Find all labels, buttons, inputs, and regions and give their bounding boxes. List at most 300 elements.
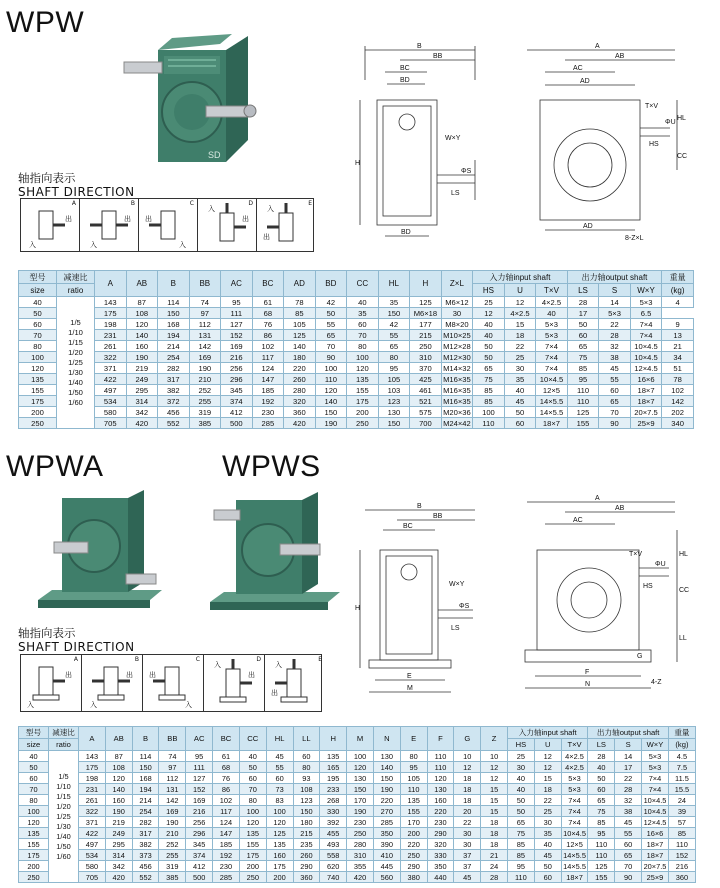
header-shaft-dim: LS bbox=[567, 284, 599, 297]
table-cell: 85 bbox=[567, 363, 599, 374]
table-cell: 412 bbox=[186, 861, 213, 872]
table-cell: 5×3 bbox=[536, 330, 568, 341]
table-cell: 214 bbox=[158, 341, 190, 352]
table-cell: 86 bbox=[252, 330, 284, 341]
table-cell: 17 bbox=[615, 762, 642, 773]
table-cell: 200 bbox=[239, 861, 266, 872]
svg-text:入: 入 bbox=[185, 702, 192, 709]
table-cell: 76 bbox=[213, 773, 240, 784]
table-cell: 4.5 bbox=[668, 751, 695, 762]
table-cell: 10×4.5 bbox=[563, 828, 586, 838]
table-cell: 168 bbox=[132, 773, 159, 784]
table-cell: 15 bbox=[481, 806, 508, 817]
header-ratio-en: ratio bbox=[49, 739, 79, 751]
table-cell: 296 bbox=[186, 828, 213, 839]
cell-size: 60 bbox=[19, 773, 49, 784]
svg-text:F: F bbox=[585, 669, 590, 676]
header-dim: CC bbox=[347, 271, 379, 297]
table-cell: 330 bbox=[427, 850, 454, 861]
table-cell: 210 bbox=[189, 374, 221, 385]
table-cell: 18×7 bbox=[630, 385, 662, 396]
table-cell: 125 bbox=[567, 407, 599, 418]
table-cell: 200 bbox=[266, 872, 293, 883]
table-cell: 14×5.5 bbox=[536, 396, 568, 407]
svg-text:AC: AC bbox=[573, 517, 583, 524]
table-cell: 28 bbox=[599, 330, 631, 341]
table-cell: 296 bbox=[221, 374, 253, 385]
table-cell: 85 bbox=[473, 396, 505, 407]
table-cell: 135 bbox=[239, 828, 266, 839]
cell-size: 200 bbox=[19, 861, 49, 872]
table-cell: 440 bbox=[427, 872, 454, 883]
table-cell: 110 bbox=[315, 374, 347, 385]
table-cell: 216 bbox=[221, 352, 253, 363]
table-cell: 168 bbox=[158, 319, 190, 330]
table-cell: 7×4 bbox=[561, 795, 588, 806]
svg-text:入: 入 bbox=[275, 662, 282, 669]
table-cell: 12 bbox=[534, 762, 561, 773]
table-cell: 371 bbox=[79, 817, 106, 828]
table-cell: 143 bbox=[95, 297, 127, 308]
wpwa-wpws-spec-table bbox=[18, 726, 696, 883]
table-cell: 140 bbox=[126, 330, 158, 341]
table-cell: 95 bbox=[567, 374, 599, 385]
table-cell: 7×4 bbox=[536, 341, 568, 352]
table-cell: 155 bbox=[567, 418, 599, 429]
table-cell: 261 bbox=[79, 795, 106, 806]
table-cell: 124 bbox=[213, 817, 240, 828]
table-row bbox=[19, 861, 696, 872]
ratio-value: 1/40 bbox=[56, 831, 71, 841]
table-cell: 110 bbox=[400, 784, 427, 795]
table-cell: 214 bbox=[132, 795, 159, 806]
table-cell: 280 bbox=[347, 839, 374, 850]
header-weight: 重量 bbox=[668, 727, 695, 739]
table-cell: 456 bbox=[132, 861, 159, 872]
table-row bbox=[19, 784, 696, 795]
model-title-wpwa: WPWA bbox=[6, 450, 104, 483]
table-cell: 42 bbox=[315, 297, 347, 308]
table-cell: 190 bbox=[126, 352, 158, 363]
table-cell: 50 bbox=[508, 795, 535, 806]
table-cell: 169 bbox=[159, 806, 186, 817]
table-cell: 230 bbox=[347, 817, 374, 828]
svg-text:ΦU: ΦU bbox=[655, 561, 666, 568]
table-cell: 374 bbox=[221, 396, 253, 407]
table-cell: 290 bbox=[427, 828, 454, 839]
table-cell: 7×4 bbox=[630, 330, 662, 341]
table-row bbox=[19, 407, 694, 418]
wpw-side-drawing bbox=[355, 40, 490, 250]
table-cell: 38 bbox=[599, 352, 631, 363]
header-dim: AD bbox=[284, 271, 316, 297]
table-cell: 55 bbox=[615, 828, 642, 839]
table-cell: 219 bbox=[126, 363, 158, 374]
table-cell: 125 bbox=[284, 330, 316, 341]
table-cell: 39 bbox=[668, 806, 695, 817]
table-cell: 120 bbox=[347, 363, 379, 374]
table-cell: 374 bbox=[186, 850, 213, 861]
header-model: 型号 bbox=[19, 271, 57, 284]
table-cell: 200 bbox=[347, 407, 379, 418]
table-cell: 18 bbox=[504, 330, 536, 341]
table-cell: 4×2.5 bbox=[536, 297, 568, 308]
table-cell: 155 bbox=[400, 806, 427, 817]
table-cell: 268 bbox=[320, 795, 347, 806]
header-dim: BB bbox=[159, 727, 186, 751]
header-dim: HL bbox=[378, 271, 410, 297]
table-cell: M24×42 bbox=[443, 418, 471, 428]
table-cell: 220 bbox=[373, 795, 400, 806]
table-cell: 97 bbox=[189, 308, 221, 319]
table-cell: 7×4 bbox=[630, 319, 662, 330]
table-cell: M6×18 bbox=[410, 308, 442, 319]
table-cell: 85 bbox=[668, 828, 695, 839]
table-cell: 18 bbox=[481, 817, 508, 828]
table-cell: M14×32 bbox=[443, 363, 471, 373]
table-cell: 382 bbox=[132, 839, 159, 850]
svg-text:AD: AD bbox=[583, 223, 593, 230]
table-cell: 110 bbox=[508, 872, 535, 883]
table-cell: 249 bbox=[105, 828, 132, 839]
table-row bbox=[19, 751, 696, 762]
table-cell: 317 bbox=[158, 374, 190, 385]
table-cell: 60 bbox=[266, 773, 293, 784]
table-cell: 456 bbox=[158, 407, 190, 418]
table-cell: 78 bbox=[662, 374, 694, 385]
table-cell: 55 bbox=[266, 762, 293, 773]
table-cell: 30 bbox=[534, 817, 561, 828]
table-row bbox=[19, 352, 694, 363]
table-cell: 250 bbox=[347, 828, 374, 839]
table-cell: 155 bbox=[588, 872, 615, 883]
table-cell: 111 bbox=[221, 308, 253, 319]
table-cell: 60 bbox=[293, 751, 320, 762]
table-cell: 65 bbox=[315, 330, 347, 341]
header-dim: F bbox=[427, 727, 454, 751]
header-ratio: 减速比 bbox=[49, 727, 79, 739]
table-cell: 155 bbox=[239, 839, 266, 850]
table-cell: 370 bbox=[410, 363, 442, 374]
table-cell: 285 bbox=[213, 872, 240, 883]
table-cell: 150 bbox=[315, 407, 347, 418]
svg-text:BC: BC bbox=[400, 65, 410, 72]
svg-text:HS: HS bbox=[649, 141, 659, 148]
table-cell: 558 bbox=[320, 850, 347, 861]
table-cell: 190 bbox=[159, 817, 186, 828]
table-cell: 45 bbox=[599, 363, 631, 374]
table-cell: 497 bbox=[79, 839, 106, 850]
table-cell: 180 bbox=[284, 352, 316, 363]
table-cell: 25×9 bbox=[630, 418, 662, 429]
table-cell: 317 bbox=[132, 828, 159, 839]
table-cell: 10×4.5 bbox=[643, 806, 667, 816]
cell-size: 100 bbox=[19, 806, 49, 817]
header-dim: AC bbox=[221, 271, 253, 297]
table-cell: 380 bbox=[400, 872, 427, 883]
cell-size: 70 bbox=[19, 330, 57, 341]
table-cell: 5×3 bbox=[561, 773, 588, 784]
header-dim: AB bbox=[105, 727, 132, 751]
cell-size: 100 bbox=[19, 352, 57, 363]
table-cell: M16×35 bbox=[443, 385, 471, 395]
table-cell: 254 bbox=[158, 352, 190, 363]
table-cell: 95 bbox=[378, 363, 410, 374]
table-cell: 127 bbox=[186, 773, 213, 784]
table-cell: 310 bbox=[410, 352, 442, 363]
table-cell: 150 bbox=[132, 762, 159, 773]
svg-text:H: H bbox=[355, 605, 361, 612]
table-cell: 100 bbox=[347, 751, 374, 762]
table-cell: 461 bbox=[410, 385, 442, 396]
table-row bbox=[19, 817, 696, 828]
table-cell: 150 bbox=[378, 418, 410, 429]
table-cell: 190 bbox=[347, 806, 374, 817]
table-cell: 295 bbox=[126, 385, 158, 396]
cell-size: 155 bbox=[19, 839, 49, 850]
table-cell: 135 bbox=[266, 839, 293, 850]
table-cell: 45 bbox=[615, 817, 642, 828]
cell-size: 40 bbox=[19, 751, 49, 762]
table-cell: 105 bbox=[400, 773, 427, 784]
table-cell: 112 bbox=[159, 773, 186, 784]
model-title-wpw: WPW bbox=[6, 6, 85, 39]
table-cell: 42 bbox=[378, 319, 410, 330]
table-cell: 110 bbox=[567, 385, 599, 396]
cell-size: 120 bbox=[19, 817, 49, 828]
svg-text:B: B bbox=[417, 503, 422, 510]
table-cell: 87 bbox=[126, 297, 158, 308]
table-cell: 249 bbox=[126, 374, 158, 385]
table-cell: 190 bbox=[315, 418, 347, 429]
table-cell: 131 bbox=[159, 784, 186, 795]
shaft-direction-title-en: SHAFT DIRECTION bbox=[18, 185, 135, 199]
table-row bbox=[19, 850, 696, 861]
table-cell: 14×5.5 bbox=[563, 850, 586, 860]
svg-text:出: 出 bbox=[263, 234, 270, 241]
svg-text:AC: AC bbox=[573, 65, 583, 72]
svg-text:BD: BD bbox=[400, 77, 410, 84]
svg-text:M: M bbox=[407, 685, 413, 692]
table-cell: 235 bbox=[293, 839, 320, 850]
table-cell: 16×6 bbox=[642, 828, 669, 839]
table-cell: 250 bbox=[410, 341, 442, 352]
header-dim: BD bbox=[315, 271, 347, 297]
table-cell: 140 bbox=[284, 341, 316, 352]
table-cell: 219 bbox=[105, 817, 132, 828]
table-cell: 169 bbox=[186, 795, 213, 806]
shaft-direction-a: A 出 入 bbox=[21, 199, 80, 251]
table-cell: 40 bbox=[534, 839, 561, 850]
table-cell: 175 bbox=[239, 850, 266, 861]
table-cell: 80 bbox=[378, 352, 410, 363]
table-cell: 12 bbox=[481, 773, 508, 784]
header-dim: HL bbox=[266, 727, 293, 751]
table-cell: 150 bbox=[347, 784, 374, 795]
table-cell: 25 bbox=[504, 352, 536, 363]
table-cell: 123 bbox=[378, 396, 410, 407]
table-cell: 100 bbox=[347, 352, 379, 363]
table-cell: 22 bbox=[599, 319, 631, 330]
shaft-direction-b-2: B 出 入 bbox=[82, 655, 143, 711]
table-cell: 40 bbox=[473, 319, 505, 330]
table-cell: 28 bbox=[481, 872, 508, 883]
wpw-front-drawing bbox=[505, 40, 695, 250]
table-cell: 15 bbox=[534, 773, 561, 784]
table-cell: 120 bbox=[126, 319, 158, 330]
cell-size: 70 bbox=[19, 784, 49, 795]
table-cell: 65 bbox=[473, 363, 505, 374]
svg-text:SD: SD bbox=[208, 150, 221, 160]
table-cell: 320 bbox=[284, 396, 316, 407]
table-cell: 120 bbox=[427, 773, 454, 784]
table-cell: 190 bbox=[189, 363, 221, 374]
table-cell: 14×5.5 bbox=[536, 407, 568, 418]
table-cell: 314 bbox=[126, 396, 158, 407]
table-cell: 50 bbox=[315, 308, 347, 319]
table-cell: 493 bbox=[320, 839, 347, 850]
header-dim: B bbox=[132, 727, 159, 751]
table-cell: 140 bbox=[315, 396, 347, 407]
table-cell: 412 bbox=[221, 407, 253, 418]
table-cell: 12 bbox=[504, 297, 536, 308]
table-cell: 5×3 bbox=[536, 319, 568, 330]
table-cell: 5×3 bbox=[630, 297, 662, 308]
table-cell: 22 bbox=[534, 795, 561, 806]
wpw-spec-table bbox=[18, 270, 694, 429]
svg-text:AD: AD bbox=[580, 78, 590, 85]
table-cell: 342 bbox=[126, 407, 158, 418]
table-cell: 24 bbox=[668, 795, 695, 806]
table-cell: 150 bbox=[378, 308, 410, 319]
svg-text:H: H bbox=[355, 160, 361, 167]
table-cell: 34 bbox=[662, 352, 694, 363]
table-cell: 35 bbox=[347, 308, 379, 319]
table-cell: 5×3 bbox=[642, 762, 669, 773]
svg-text:E: E bbox=[407, 673, 412, 680]
table-cell: 220 bbox=[284, 363, 316, 374]
header-shaft-dim: W×Y bbox=[642, 739, 669, 751]
svg-text:AB: AB bbox=[615, 53, 625, 60]
table-cell: 142 bbox=[189, 341, 221, 352]
table-cell: 85 bbox=[284, 308, 316, 319]
table-cell: 220 bbox=[427, 806, 454, 817]
table-cell: 425 bbox=[410, 374, 442, 385]
shaft-direction-e: E 入 出 bbox=[263, 200, 312, 241]
table-cell: 102 bbox=[213, 795, 240, 806]
svg-text:A: A bbox=[595, 43, 600, 50]
table-cell: 320 bbox=[427, 839, 454, 850]
table-cell: 256 bbox=[186, 817, 213, 828]
table-cell: 40 bbox=[347, 297, 379, 308]
table-cell: 10×4.5 bbox=[630, 341, 662, 352]
table-cell: 422 bbox=[79, 828, 106, 839]
table-cell: 18 bbox=[454, 784, 481, 795]
table-row bbox=[19, 872, 696, 883]
table-cell: 60 bbox=[588, 784, 615, 795]
table-cell: 45 bbox=[534, 850, 561, 861]
table-cell: 83 bbox=[266, 795, 293, 806]
table-cell: 105 bbox=[284, 319, 316, 330]
shaft-direction-title-cn: 轴指向表示 bbox=[18, 171, 76, 185]
table-cell: 355 bbox=[347, 861, 374, 872]
table-cell: 160 bbox=[126, 341, 158, 352]
table-cell: 4 bbox=[662, 297, 694, 308]
table-cell: 32 bbox=[599, 341, 631, 352]
table-cell: 7×4 bbox=[561, 817, 588, 828]
table-cell: 60 bbox=[567, 330, 599, 341]
table-cell: 345 bbox=[221, 385, 253, 396]
table-cell: 123 bbox=[293, 795, 320, 806]
table-cell: 70 bbox=[239, 784, 266, 795]
table-cell: 70 bbox=[347, 330, 379, 341]
table-cell: 61 bbox=[252, 297, 284, 308]
table-cell: 340 bbox=[662, 418, 694, 429]
table-cell: 155 bbox=[347, 385, 379, 396]
table-cell: 110 bbox=[588, 850, 615, 861]
table-cell: 345 bbox=[186, 839, 213, 850]
table-cell: 20×7.5 bbox=[630, 407, 662, 418]
ratio-value: 1/10 bbox=[56, 781, 71, 791]
table-cell: 50 bbox=[473, 341, 505, 352]
table-cell: 50 bbox=[239, 762, 266, 773]
table-cell: 4×2.5 bbox=[561, 762, 588, 773]
table-cell: 314 bbox=[105, 850, 132, 861]
table-cell: 250 bbox=[400, 850, 427, 861]
table-cell: 233 bbox=[320, 784, 347, 795]
svg-text:入: 入 bbox=[214, 662, 221, 669]
svg-text:8-Z×L: 8-Z×L bbox=[625, 235, 644, 242]
table-cell: 250 bbox=[347, 418, 379, 429]
table-cell: 22 bbox=[454, 817, 481, 828]
svg-text:CC: CC bbox=[677, 153, 688, 160]
table-cell: M8×20 bbox=[441, 319, 473, 330]
table-cell: 95 bbox=[221, 297, 253, 308]
cell-size: 250 bbox=[19, 872, 49, 883]
table-cell: 420 bbox=[105, 872, 132, 883]
cell-size: 120 bbox=[19, 363, 57, 374]
shaft-direction-diagrams-wpw bbox=[20, 198, 314, 252]
table-cell: 255 bbox=[159, 850, 186, 861]
table-cell: 28 bbox=[567, 297, 599, 308]
ratio-value: 1/20 bbox=[56, 801, 71, 811]
header-input-shaft: 入力轴input shaft bbox=[508, 727, 588, 739]
header-ratio-en: ratio bbox=[57, 284, 95, 297]
table-cell: 360 bbox=[284, 407, 316, 418]
table-cell: 50 bbox=[534, 861, 561, 872]
table-cell: 20×7.5 bbox=[643, 861, 667, 871]
table-cell: 169 bbox=[189, 352, 221, 363]
table-cell: 220 bbox=[400, 839, 427, 850]
table-cell: 30 bbox=[454, 839, 481, 850]
table-cell: 21 bbox=[662, 341, 694, 352]
table-cell: M16×35 bbox=[443, 374, 471, 384]
table-cell: 75 bbox=[588, 806, 615, 817]
table-cell: 25 bbox=[534, 806, 561, 817]
table-cell: 110 bbox=[668, 839, 695, 850]
table-cell: 177 bbox=[410, 319, 442, 330]
table-cell: 120 bbox=[239, 817, 266, 828]
svg-text:入: 入 bbox=[179, 242, 186, 249]
svg-text:BD: BD bbox=[401, 229, 411, 236]
table-cell: 78 bbox=[284, 297, 316, 308]
svg-text:W×Y: W×Y bbox=[445, 135, 461, 142]
table-row bbox=[19, 363, 694, 374]
table-cell: 30 bbox=[454, 828, 481, 839]
table-cell: 14 bbox=[615, 751, 642, 762]
table-cell: 68 bbox=[213, 762, 240, 773]
table-cell: 7×4 bbox=[642, 784, 669, 795]
